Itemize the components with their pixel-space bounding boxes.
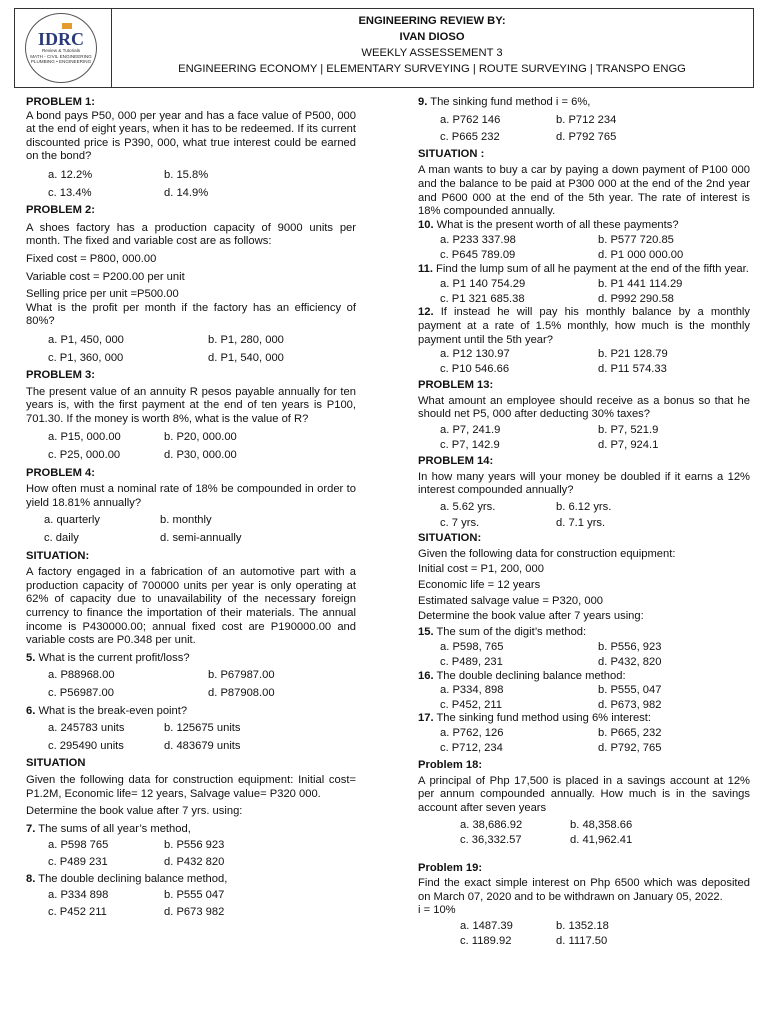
- option-b: b. 6.12 yrs.: [556, 501, 612, 514]
- situation-2-text: Given the following data for construction equipment: Initial cost= P1.2M, Economic life= 12 years, Salvage value= P320 000.: [26, 773, 356, 800]
- option-b: b. 125675 units: [164, 722, 241, 735]
- option-a: a. P233 337.98: [440, 234, 516, 247]
- q-text: The sinking fund method using 6% interest:: [436, 712, 652, 725]
- option-d: d. P11 574.33: [598, 362, 667, 375]
- option-d: d. P7, 924.1: [598, 438, 659, 451]
- option-c: c. P452, 211: [440, 698, 502, 711]
- problem-3-text: The present value of an annuity R pesos payable annually for ten years is, with the first payment at the end of ten years is P100, 701.30. If the money is worth 8%, what is the value of R?: [26, 385, 356, 425]
- question-9: [418, 96, 750, 110]
- q-number: 16.: [418, 669, 434, 682]
- option-c: c. 13.4%: [48, 186, 92, 199]
- option-d: d. 1117.50: [556, 934, 608, 947]
- option-b: b. monthly: [160, 514, 212, 527]
- option-c: c. 36,332.57: [460, 834, 522, 847]
- question-15: [418, 626, 750, 640]
- situation-1-title: SITUATION:: [26, 549, 90, 562]
- q-text: The sinking fund method i = 6%,: [430, 96, 591, 108]
- question-16-options: [440, 684, 750, 712]
- option-a: a. P1 140 754.29: [440, 278, 526, 291]
- problem-18-text: A principal of Php 17,500 is placed in a savings account at 12% per annum compounded annually. How much is in the savings account after seven years: [418, 774, 750, 814]
- logo-text: IDRC: [37, 29, 84, 49]
- situation-4-l2: Initial cost = P1, 200, 000: [418, 563, 544, 576]
- question-16: [418, 670, 750, 684]
- option-a: a. P1, 450, 000: [48, 333, 124, 346]
- q-text: If instead he will pay his monthly balance by a monthly payment at a rate of 1.5% monthly, how much is the monthly payment until the 5th year?: [418, 306, 751, 346]
- option-b: b. P7, 521.9: [598, 424, 659, 437]
- option-d: d. P673 982: [164, 905, 225, 918]
- logo-mark-icon: [62, 23, 72, 29]
- option-a: a. 38,686.92: [460, 818, 523, 831]
- option-a: a. P334, 898: [440, 684, 504, 697]
- option-c: c. P665 232: [440, 131, 500, 144]
- option-d: d. P792 765: [556, 131, 617, 144]
- option-a: a. P12 130.97: [440, 348, 510, 361]
- option-c: c. P7, 142.9: [440, 438, 500, 451]
- logo-cell: [15, 9, 112, 87]
- q-number: 6.: [26, 704, 36, 717]
- question-17: [418, 712, 750, 726]
- option-b: b. P665, 232: [598, 726, 662, 739]
- q-text: What is the break-even point?: [38, 704, 188, 717]
- fixed-cost: Fixed cost = P800, 000.00: [26, 252, 157, 265]
- option-a: a. P598, 765: [440, 641, 504, 654]
- q-text: The sum of the digit’s method:: [436, 625, 587, 638]
- problem-13-options: [440, 424, 750, 452]
- question-8-options: [48, 889, 356, 919]
- problem-19-title: Problem 19:: [418, 861, 483, 874]
- question-15-options: [440, 641, 750, 669]
- option-b: b. P555 047: [164, 889, 225, 902]
- review-by: ENGINEERING REVIEW BY:: [358, 15, 506, 27]
- assessment-title: WEEKLY ASSESSEMENT 3: [361, 47, 503, 59]
- problem-13-title: PROBLEM 13:: [418, 379, 494, 392]
- option-d: d. P792, 765: [598, 741, 662, 754]
- q-number: 11.: [418, 262, 433, 275]
- situation-4-l4: Estimated salvage value = P320, 000: [418, 594, 604, 607]
- problem-3-options: [48, 431, 356, 462]
- problem-4-text: How often must a nominal rate of 18% be compounded in order to yield 18.81% annually?: [26, 483, 356, 509]
- question-11-options: [440, 278, 750, 306]
- problem-2-options: [48, 334, 356, 365]
- problem-19-options: [460, 920, 750, 948]
- question-17-options: [440, 727, 750, 755]
- option-a: a. P88968.00: [48, 669, 115, 682]
- problem-4-title: PROBLEM 4:: [26, 466, 95, 479]
- q-text: The double declining balance method,: [38, 872, 228, 885]
- right-column: [418, 96, 750, 948]
- q-number: 8.: [26, 872, 36, 885]
- question-7: [26, 823, 356, 837]
- problem-2-question: What is the profit per month if the factory has an efficiency of 80%?: [26, 301, 356, 328]
- option-a: a. P762 146: [440, 113, 501, 126]
- q-number: 10.: [418, 218, 434, 231]
- option-a: a. P334 898: [48, 889, 109, 902]
- option-a: a. P15, 000.00: [48, 431, 121, 444]
- option-c: c. P645 789.09: [440, 248, 516, 261]
- question-8: [26, 873, 356, 887]
- q-text: Find the lump sum of all he payment at the end of the fifth year.: [436, 262, 749, 275]
- logo-sub2: MATH - CIVIL ENGINEERING: [30, 53, 92, 59]
- question-11: [418, 263, 750, 277]
- question-10: [418, 219, 750, 233]
- option-d: d. P673, 982: [598, 698, 662, 711]
- option-a: a. 245783 units: [48, 722, 125, 735]
- question-12: [418, 306, 750, 347]
- option-d: d. 7.1 yrs.: [556, 516, 606, 529]
- option-d: d. P432, 820: [598, 655, 662, 668]
- problem-4-options: [44, 514, 356, 545]
- question-6: [26, 705, 356, 719]
- question-7-options: [48, 839, 356, 869]
- option-b: b. P556, 923: [598, 641, 662, 654]
- option-c: c. P712, 234: [440, 741, 503, 754]
- q-text: The double declining balance method:: [436, 669, 626, 682]
- option-d: d. P1, 540, 000: [208, 351, 284, 364]
- option-d: d. semi-annually: [160, 532, 242, 545]
- option-d: d. P432 820: [164, 855, 225, 868]
- q-number: 12.: [418, 306, 434, 319]
- q-number: 9.: [418, 96, 428, 108]
- option-d: d. P1 000 000.00: [598, 248, 684, 261]
- q-number: 5.: [26, 651, 36, 664]
- option-a: a. P598 765: [48, 839, 109, 852]
- situation-2-title: SITUATION: [26, 757, 86, 770]
- situation-4-l5: Determine the book value after 7 years using:: [418, 610, 644, 623]
- option-c: c. daily: [44, 532, 79, 545]
- option-b: b. P577 720.85: [598, 234, 674, 247]
- option-b: b. P20, 000.00: [164, 431, 237, 444]
- situation-2-text2: Determine the book value after 7 yrs. using:: [26, 805, 243, 818]
- problem-19-text: Find the exact simple interest on Php 6500 which was deposited on March 07, 2020 and to be withdrawn on January 05, 2022.: [418, 877, 750, 903]
- option-d: d. 483679 units: [164, 739, 241, 752]
- problem-3-title: PROBLEM 3:: [26, 369, 95, 382]
- option-a: a. P762, 126: [440, 726, 504, 739]
- question-10-options: [440, 234, 750, 262]
- option-a: a. 1487.39: [460, 920, 513, 933]
- situation-3-text: A man wants to buy a car by paying a down payment of P100 000 and the balance to be paid at P300 000 at the end of the 2nd year and P600 000 at the end of the 5th year. The rate of interest is 18% compounded annually.: [418, 164, 750, 218]
- left-column: [26, 96, 356, 919]
- problem-2-text: A shoes factory has a production capacity of 9000 units per month. The fixed and variable cost are as follows:: [26, 221, 356, 248]
- option-d: d. P30, 000.00: [164, 449, 237, 462]
- question-6-options: [48, 722, 356, 753]
- situation-3-title: SITUATION :: [418, 147, 485, 160]
- option-c: c. P489, 231: [440, 655, 503, 668]
- option-c: c. P25, 000.00: [48, 449, 121, 462]
- problem-13-text: What amount an employee should receive as a bonus so that he should net P5, 000 after deducting 30% taxes?: [418, 394, 750, 421]
- logo-sub1: Review & Tutorials: [41, 48, 81, 53]
- q-text: What is the present worth of all these payments?: [436, 218, 679, 231]
- option-d: d. 41,962.41: [570, 834, 633, 847]
- option-c: c. P56987.00: [48, 686, 114, 699]
- q-number: 17.: [418, 712, 434, 725]
- question-5-options: [48, 669, 356, 700]
- q-text: The sums of all year’s method,: [38, 822, 191, 835]
- option-b: b. 48,358.66: [570, 818, 633, 831]
- title-cell: [111, 9, 753, 87]
- topics-line: ENGINEERING ECONOMY | ELEMENTARY SURVEYING | ROUTE SURVEYING | TRANSPO ENGG: [178, 63, 686, 75]
- problem-18-options: [460, 819, 750, 848]
- author-name: IVAN DIOSO: [399, 31, 465, 43]
- option-b: b. P1, 280, 000: [208, 333, 284, 346]
- question-5: [26, 652, 356, 666]
- header-box: [14, 8, 754, 88]
- option-a: a. P7, 241.9: [440, 424, 501, 437]
- option-a: a. 12.2%: [48, 168, 93, 181]
- option-c: c. 295490 units: [48, 739, 124, 752]
- problem-14-options: [440, 501, 750, 530]
- option-d: d. P992 290.58: [598, 292, 674, 305]
- option-d: d. P87908.00: [208, 686, 275, 699]
- logo-sub3: PLUMBING • ENGINEERING: [30, 59, 92, 64]
- option-a: a. quarterly: [44, 514, 100, 527]
- question-9-options: [440, 114, 750, 145]
- situation-1-text: A factory engaged in a fabrication of an automotive part with a production capacity of 700000 units per year is only operating at 62% of capacity due to unavailability of the necessary foreign currency to finance the importation of their materials. The annual income is P430000.00; annual fixed cost are P190000.00 and variable costs are P0.348 per unit.: [26, 566, 356, 647]
- problem-14-title: PROBLEM 14:: [418, 455, 494, 468]
- situation-4-l3: Economic life = 12 years: [418, 579, 541, 591]
- option-c: c. 1189.92: [460, 934, 512, 947]
- option-c: c. P10 546.66: [440, 362, 510, 375]
- question-12-options: [440, 348, 750, 376]
- problem-2-title: PROBLEM 2:: [26, 204, 95, 217]
- option-d: d. 14.9%: [164, 186, 209, 199]
- option-b: b. P555, 047: [598, 684, 662, 697]
- q-number: 15.: [418, 625, 434, 638]
- variable-cost: Variable cost = P200.00 per unit: [26, 270, 185, 283]
- problem-18-title: Problem 18:: [418, 759, 483, 772]
- option-b: b. P21 128.79: [598, 348, 668, 361]
- option-b: b. P712 234: [556, 113, 617, 126]
- problem-1-text: A bond pays P50, 000 per year and has a face value of P500, 000 at the end of eight years, when it has to be redeemed. If its current discounted price is P390, 000, what true interest could be earned on the bond?: [26, 109, 356, 163]
- situation-4-title: SITUATION:: [418, 532, 482, 545]
- option-c: c. P1 321 685.38: [440, 292, 525, 305]
- option-b: b. P556 923: [164, 839, 225, 852]
- option-c: c. 7 yrs.: [440, 516, 480, 529]
- option-b: b. P67987.00: [208, 669, 275, 682]
- problem-1-options: [48, 169, 356, 200]
- option-c: c. P452 211: [48, 905, 107, 918]
- option-c: c. P1, 360, 000: [48, 351, 124, 364]
- q-number: 7.: [26, 822, 36, 835]
- problem-19-rate: i = 10%: [418, 904, 456, 917]
- option-c: c. P489 231: [48, 855, 108, 868]
- option-a: a. 5.62 yrs.: [440, 501, 496, 514]
- selling-price: Selling price per unit =P500.00: [26, 288, 179, 301]
- option-b: b. 15.8%: [164, 168, 209, 181]
- problem-1-title: PROBLEM 1:: [26, 96, 95, 108]
- option-b: b. P1 441 114.29: [598, 278, 683, 291]
- idrc-logo: [25, 13, 97, 83]
- situation-4-l1: Given the following data for construction equipment:: [418, 547, 676, 560]
- q-text: What is the current profit/loss?: [38, 651, 190, 664]
- problem-14-text: In how many years will your money be doubled if it earns a 12% interest compounded annually?: [418, 470, 750, 497]
- option-b: b. 1352.18: [556, 920, 609, 933]
